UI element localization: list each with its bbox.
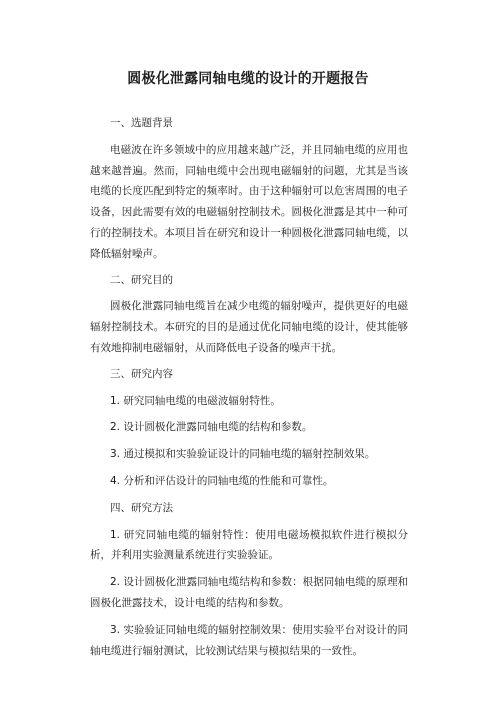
- list-item: 1. 研究同轴电缆的辐射特性：使用电磁场模拟软件进行模拟分析，并利用实验测量系统进行实验验证。: [90, 528, 408, 562]
- list-item: 4. 分析和评估设计的同轴电缆的性能和可靠性。: [110, 474, 334, 487]
- list-item: 3. 实验验证同轴电缆的辐射控制效果：使用实验平台对设计的同轴电缆进行辐射测试，比较测试结果与模拟结果的一致性。: [90, 623, 408, 657]
- list-item: 2. 设计圆极化泄露同轴电缆的结构和参数。: [110, 421, 313, 434]
- list-item: 3. 通过模拟和实验验证设计的同轴电缆的辐射控制效果。: [110, 448, 376, 461]
- document-title: 圆极化泄露同轴电缆的设计的开题报告: [127, 71, 369, 87]
- document-body: [90, 113, 408, 667]
- section-paragraph: 圆极化泄露同轴电缆旨在减少电缆的辐射噪声，提供更好的电磁辐射控制技术。本研究的目的是通过优化同轴电缆的设计，使其能够有效地抑制电磁辐射，从而降低电子设备的噪声干扰。: [90, 300, 408, 354]
- section-paragraph: 电磁波在许多领域中的应用越来越广泛，并且同轴电缆的应用也越来越普遍。然而，同轴电缆中会出现电磁辐射的问题，尤其是当该电缆的长度匹配到特定的频率时。由于这种辐射可以危害周围的电子设备，因此需要有效的电磁辐射控制技术。圆极化泄露是其中一种可行的控制技术。本项目旨在研究和设计一种圆极化泄露同轴电缆，以降低辐射噪声。: [90, 143, 408, 260]
- section-heading: 一、选题背景: [110, 117, 173, 129]
- section-heading: 四、研究方法: [110, 501, 173, 514]
- section-background: [90, 113, 408, 265]
- section-content: [90, 364, 408, 492]
- list-item: 2. 设计圆极化泄露同轴电缆结构和参数：根据同轴电缆的原理和圆极化泄露技术，设计电缆的结构和参数。: [90, 576, 408, 609]
- list-item: 1. 研究同轴电缆的电磁波辐射特性。: [110, 394, 281, 407]
- section-purpose: [90, 270, 408, 359]
- section-methods: [90, 498, 408, 662]
- section-heading: 二、研究目的: [110, 273, 173, 286]
- section-heading: 三、研究内容: [110, 367, 173, 380]
